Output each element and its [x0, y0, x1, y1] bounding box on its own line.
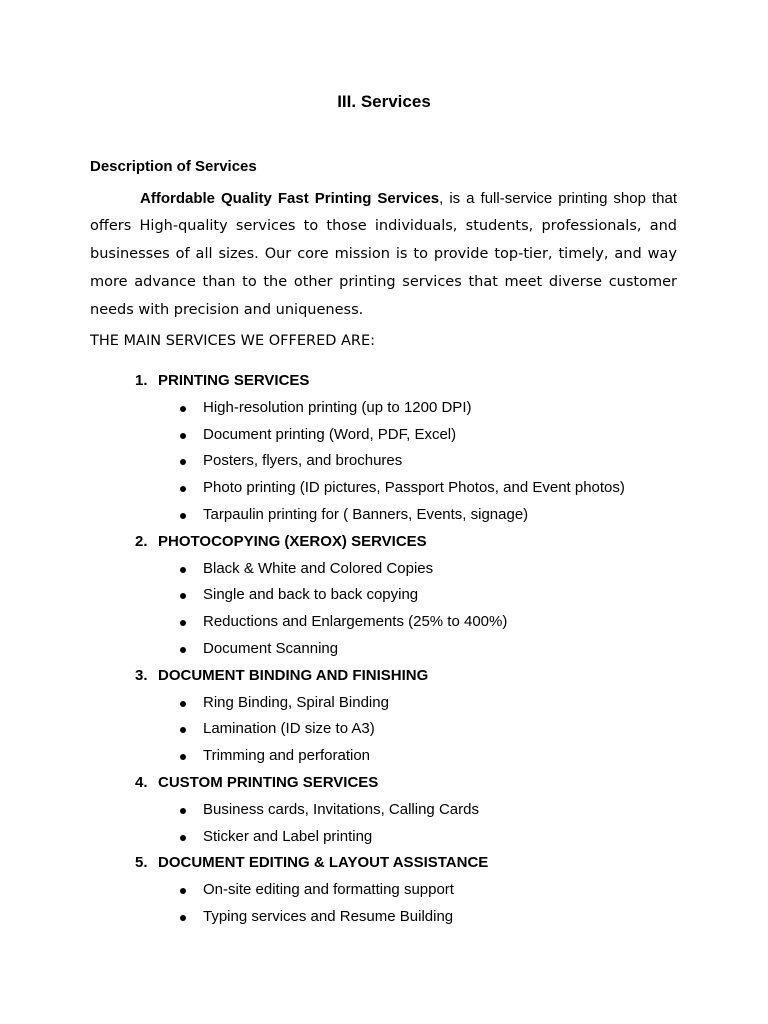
intro-paragraph	[90, 185, 677, 324]
service-item-text: Business cards, Invitations, Calling Cards	[203, 800, 479, 818]
service-name: PHOTOCOPYING (XEROX) SERVICES	[158, 532, 427, 550]
service-item-text: On-site editing and formatting support	[203, 881, 454, 899]
bullet-icon	[180, 754, 186, 760]
bullet-icon	[180, 808, 186, 814]
bullet-icon	[180, 433, 186, 439]
service-name: DOCUMENT BINDING AND FINISHING	[158, 666, 429, 684]
service-item-text: High-resolution printing (up to 1200 DPI)	[203, 398, 472, 416]
service-number: 2.	[135, 532, 148, 550]
bullet-icon	[180, 406, 186, 412]
bullet-icon	[180, 835, 186, 841]
service-name: DOCUMENT EDITING & LAYOUT ASSISTANCE	[158, 854, 489, 872]
service-item-text: Document Scanning	[203, 640, 339, 657]
service-item-text: Document printing (Word, PDF, Excel)	[203, 425, 457, 443]
bullet-icon	[180, 888, 186, 894]
service-item-text: Photo printing (ID pictures, Passport Photos, and Event photos)	[203, 479, 625, 497]
bullet-icon	[180, 513, 186, 519]
bullet-icon	[180, 567, 186, 573]
service-number: 1.	[135, 372, 148, 389]
section-heading: Description of Services	[90, 158, 257, 175]
page-title: III. Services	[337, 92, 431, 111]
bullet-icon	[180, 459, 186, 465]
intro-first-line-rest: , is a full-service printing shop that	[439, 190, 677, 207]
main-services-label: THE MAIN SERVICES WE OFFERED ARE:	[90, 333, 376, 349]
bullet-icon	[180, 727, 186, 733]
bullet-icon	[180, 647, 186, 653]
bullet-icon	[180, 486, 186, 492]
service-name: CUSTOM PRINTING SERVICES	[158, 774, 379, 791]
service-item-text: Single and back to back copying	[203, 586, 419, 604]
service-item-text: Sticker and Label printing	[203, 827, 373, 845]
service-item-text: Reductions and Enlargements (25% to 400%)	[203, 613, 508, 631]
bullet-icon	[180, 593, 186, 599]
bullet-icon	[180, 620, 186, 626]
service-number: 3.	[135, 666, 148, 684]
service-item-text: Lamination (ID size to A3)	[203, 720, 375, 738]
business-name: Affordable Quality Fast Printing Services	[140, 190, 440, 207]
service-item-text: Black & White and Colored Copies	[203, 559, 434, 577]
service-item-text: Tarpaulin printing for ( Banners, Events, signage)	[203, 506, 529, 523]
service-item-text: Ring Binding, Spiral Binding	[203, 693, 389, 711]
bullet-icon	[180, 915, 186, 921]
service-number: 5.	[135, 854, 148, 872]
service-name: PRINTING SERVICES	[158, 372, 310, 389]
intro-rest: offers High-quality services to those individuals, students, professionals, and businesses of all sizes. Our core mission is to provide top-tier, timely, and way more advance than to the other printing services that meet diverse customer needs with precision and uniqueness.	[90, 218, 677, 318]
bullet-icon	[180, 701, 186, 707]
service-item-text: Posters, flyers, and brochures	[203, 452, 403, 470]
service-item-text: Trimming and perforation	[203, 747, 371, 765]
service-number: 4.	[135, 774, 148, 791]
service-item-text: Typing services and Resume Building	[203, 908, 454, 925]
